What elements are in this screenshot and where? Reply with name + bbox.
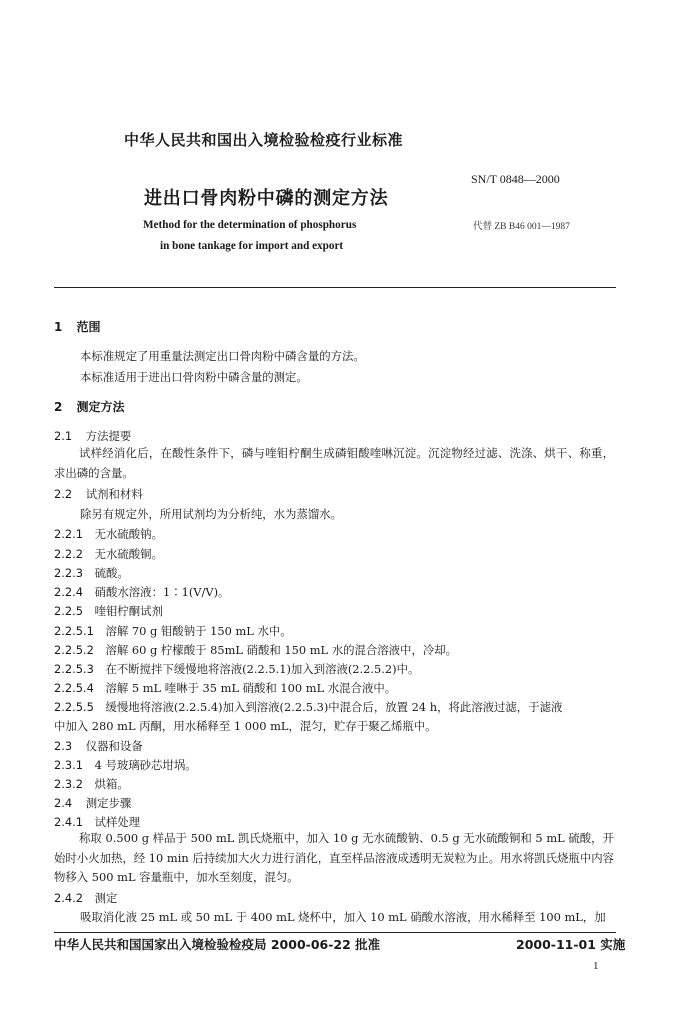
list-item bbox=[54, 641, 457, 661]
item-text: 4 号玻璃砂芯坩埚。 bbox=[94, 758, 197, 772]
list-item bbox=[54, 545, 163, 565]
subsection-title: 测定 bbox=[94, 891, 118, 905]
item-text: 溶解 5 mL 喹啉于 35 mL 硝酸和 100 mL 水混合液中。 bbox=[105, 681, 397, 695]
document-title-cn: 进出口骨肉粉中磷的测定方法 bbox=[144, 188, 389, 209]
subsection-title: 测定步骤 bbox=[85, 796, 132, 810]
paragraph: 本标准适用于进出口骨肉粉中磷含量的测定。 bbox=[80, 370, 308, 384]
item-number: 2.2.5 bbox=[54, 604, 83, 618]
item-number: 2.2.4 bbox=[54, 585, 83, 599]
footer-divider bbox=[54, 932, 616, 933]
issuing-body-title: 中华人民共和国出入境检验检疫行业标准 bbox=[124, 131, 404, 149]
item-text: 无水硫酸铜。 bbox=[94, 547, 163, 561]
subsection-heading bbox=[54, 794, 131, 814]
section-heading bbox=[54, 398, 125, 415]
section-title: 范围 bbox=[76, 320, 101, 334]
section-number: 2 bbox=[54, 400, 63, 414]
list-item bbox=[54, 775, 129, 795]
item-text: 在不断搅拌下缓慢地将溶液(2.2.5.1)加入到溶液(2.2.5.2)中。 bbox=[105, 662, 420, 676]
item-text: 硝酸水溶液：1∶1(V/V)。 bbox=[94, 585, 230, 599]
subsection-number: 2.2 bbox=[54, 487, 73, 501]
item-text-continued: 中加入 280 mL 丙酮，用水稀释至 1 000 mL，混匀，贮存于聚乙烯瓶中。 bbox=[54, 719, 437, 733]
item-number: 2.2.5.2 bbox=[54, 643, 94, 657]
list-item bbox=[54, 602, 163, 622]
document-title-en-line2: in bone tankage for import and export bbox=[160, 240, 344, 252]
section-number: 1 bbox=[54, 320, 63, 334]
item-text: 溶解 70 g 钼酸钠于 150 mL 水中。 bbox=[105, 624, 292, 638]
item-text: 溶解 60 g 柠檬酸于 85mL 硝酸和 150 mL 水的混合溶液中，冷却。 bbox=[105, 643, 458, 657]
item-number: 2.2.1 bbox=[54, 527, 83, 541]
list-item bbox=[54, 660, 419, 680]
item-number: 2.3.1 bbox=[54, 758, 83, 772]
list-item bbox=[54, 698, 562, 718]
subsection-number: 2.4.2 bbox=[54, 891, 83, 905]
document-title-en-line1: Method for the determination of phosphorus bbox=[143, 219, 357, 231]
page-number: 1 bbox=[593, 960, 599, 972]
replaces-standard: 代替 ZB B46 001—1987 bbox=[473, 222, 570, 232]
list-item bbox=[54, 525, 163, 545]
item-text: 缓慢地将溶液(2.2.5.4)加入到溶液(2.2.5.3)中混合后，放置 24 h，将此溶液过滤，于滤液 bbox=[105, 700, 563, 714]
subsection-heading bbox=[54, 889, 117, 909]
item-number: 2.2.3 bbox=[54, 566, 83, 580]
paragraph: 除另有规定外，所用试剂均为分析纯，水为蒸馏水。 bbox=[80, 507, 342, 521]
list-item bbox=[54, 564, 129, 584]
item-text: 无水硫酸钠。 bbox=[94, 527, 163, 541]
subsection-heading bbox=[54, 485, 143, 505]
paragraph: 试样经消化后，在酸性条件下，磷与喹钼柠酮生成磷钼酸喹啉沉淀。沉淀物经过滤、洗涤、烘干、称重，求出磷的含量。 bbox=[54, 446, 614, 480]
item-text: 硫酸。 bbox=[94, 566, 129, 580]
section-heading bbox=[54, 318, 101, 335]
item-number: 2.2.5.1 bbox=[54, 624, 94, 638]
item-number: 2.2.5.4 bbox=[54, 681, 94, 695]
item-number: 2.2.5.3 bbox=[54, 662, 94, 676]
subsection-number: 2.4.1 bbox=[54, 815, 83, 829]
item-number: 2.3.2 bbox=[54, 777, 83, 791]
header-divider bbox=[54, 287, 616, 288]
paragraph: 本标准规定了用重量法测定出口骨肉粉中磷含量的方法。 bbox=[80, 349, 365, 363]
approval-line: 中华人民共和国国家出入境检验检疫局 2000-06-22 批准 bbox=[54, 937, 381, 952]
list-item bbox=[54, 622, 292, 642]
item-number: 2.2.5.5 bbox=[54, 700, 94, 714]
subsection-title: 试样处理 bbox=[94, 815, 141, 829]
standard-number: SN/T 0848—2000 bbox=[471, 172, 560, 186]
paragraph: 称取 0.500 g 样品于 500 mL 凯氏烧瓶中，加入 10 g 无水硫酸钠、0.5 g 无水硫酸铜和 5 mL 硫酸，开始时小火加热，经 10 min 后持续加大火力进行消化，直至样品溶液成透明无炭粒为止。用水将凯氏烧瓶中内容物移入 500 mL 容量瓶中，加水至刻度，混匀。 bbox=[54, 831, 614, 884]
subsection-number: 2.1 bbox=[54, 429, 73, 443]
item-number: 2.2.2 bbox=[54, 547, 83, 561]
effective-date: 2000-11-01 实施 bbox=[516, 937, 626, 952]
subsection-number: 2.4 bbox=[54, 796, 73, 810]
subsection-title: 试剂和材料 bbox=[85, 487, 143, 501]
subsection-title: 方法提要 bbox=[85, 429, 132, 443]
list-item bbox=[54, 756, 197, 776]
paragraph: 吸取消化液 25 mL 或 50 mL 于 400 mL 烧杯中，加入 10 mL 硝酸水溶液，用水稀释至 100 mL，加 bbox=[80, 910, 606, 924]
subsection-heading bbox=[54, 737, 143, 757]
subsection-number: 2.3 bbox=[54, 739, 73, 753]
item-text: 烘箱。 bbox=[94, 777, 129, 791]
item-text: 喹钼柠酮试剂 bbox=[94, 604, 163, 618]
list-item bbox=[54, 679, 396, 699]
subsection-title: 仪器和设备 bbox=[85, 739, 143, 753]
section-title: 测定方法 bbox=[76, 400, 125, 414]
list-item bbox=[54, 583, 229, 603]
